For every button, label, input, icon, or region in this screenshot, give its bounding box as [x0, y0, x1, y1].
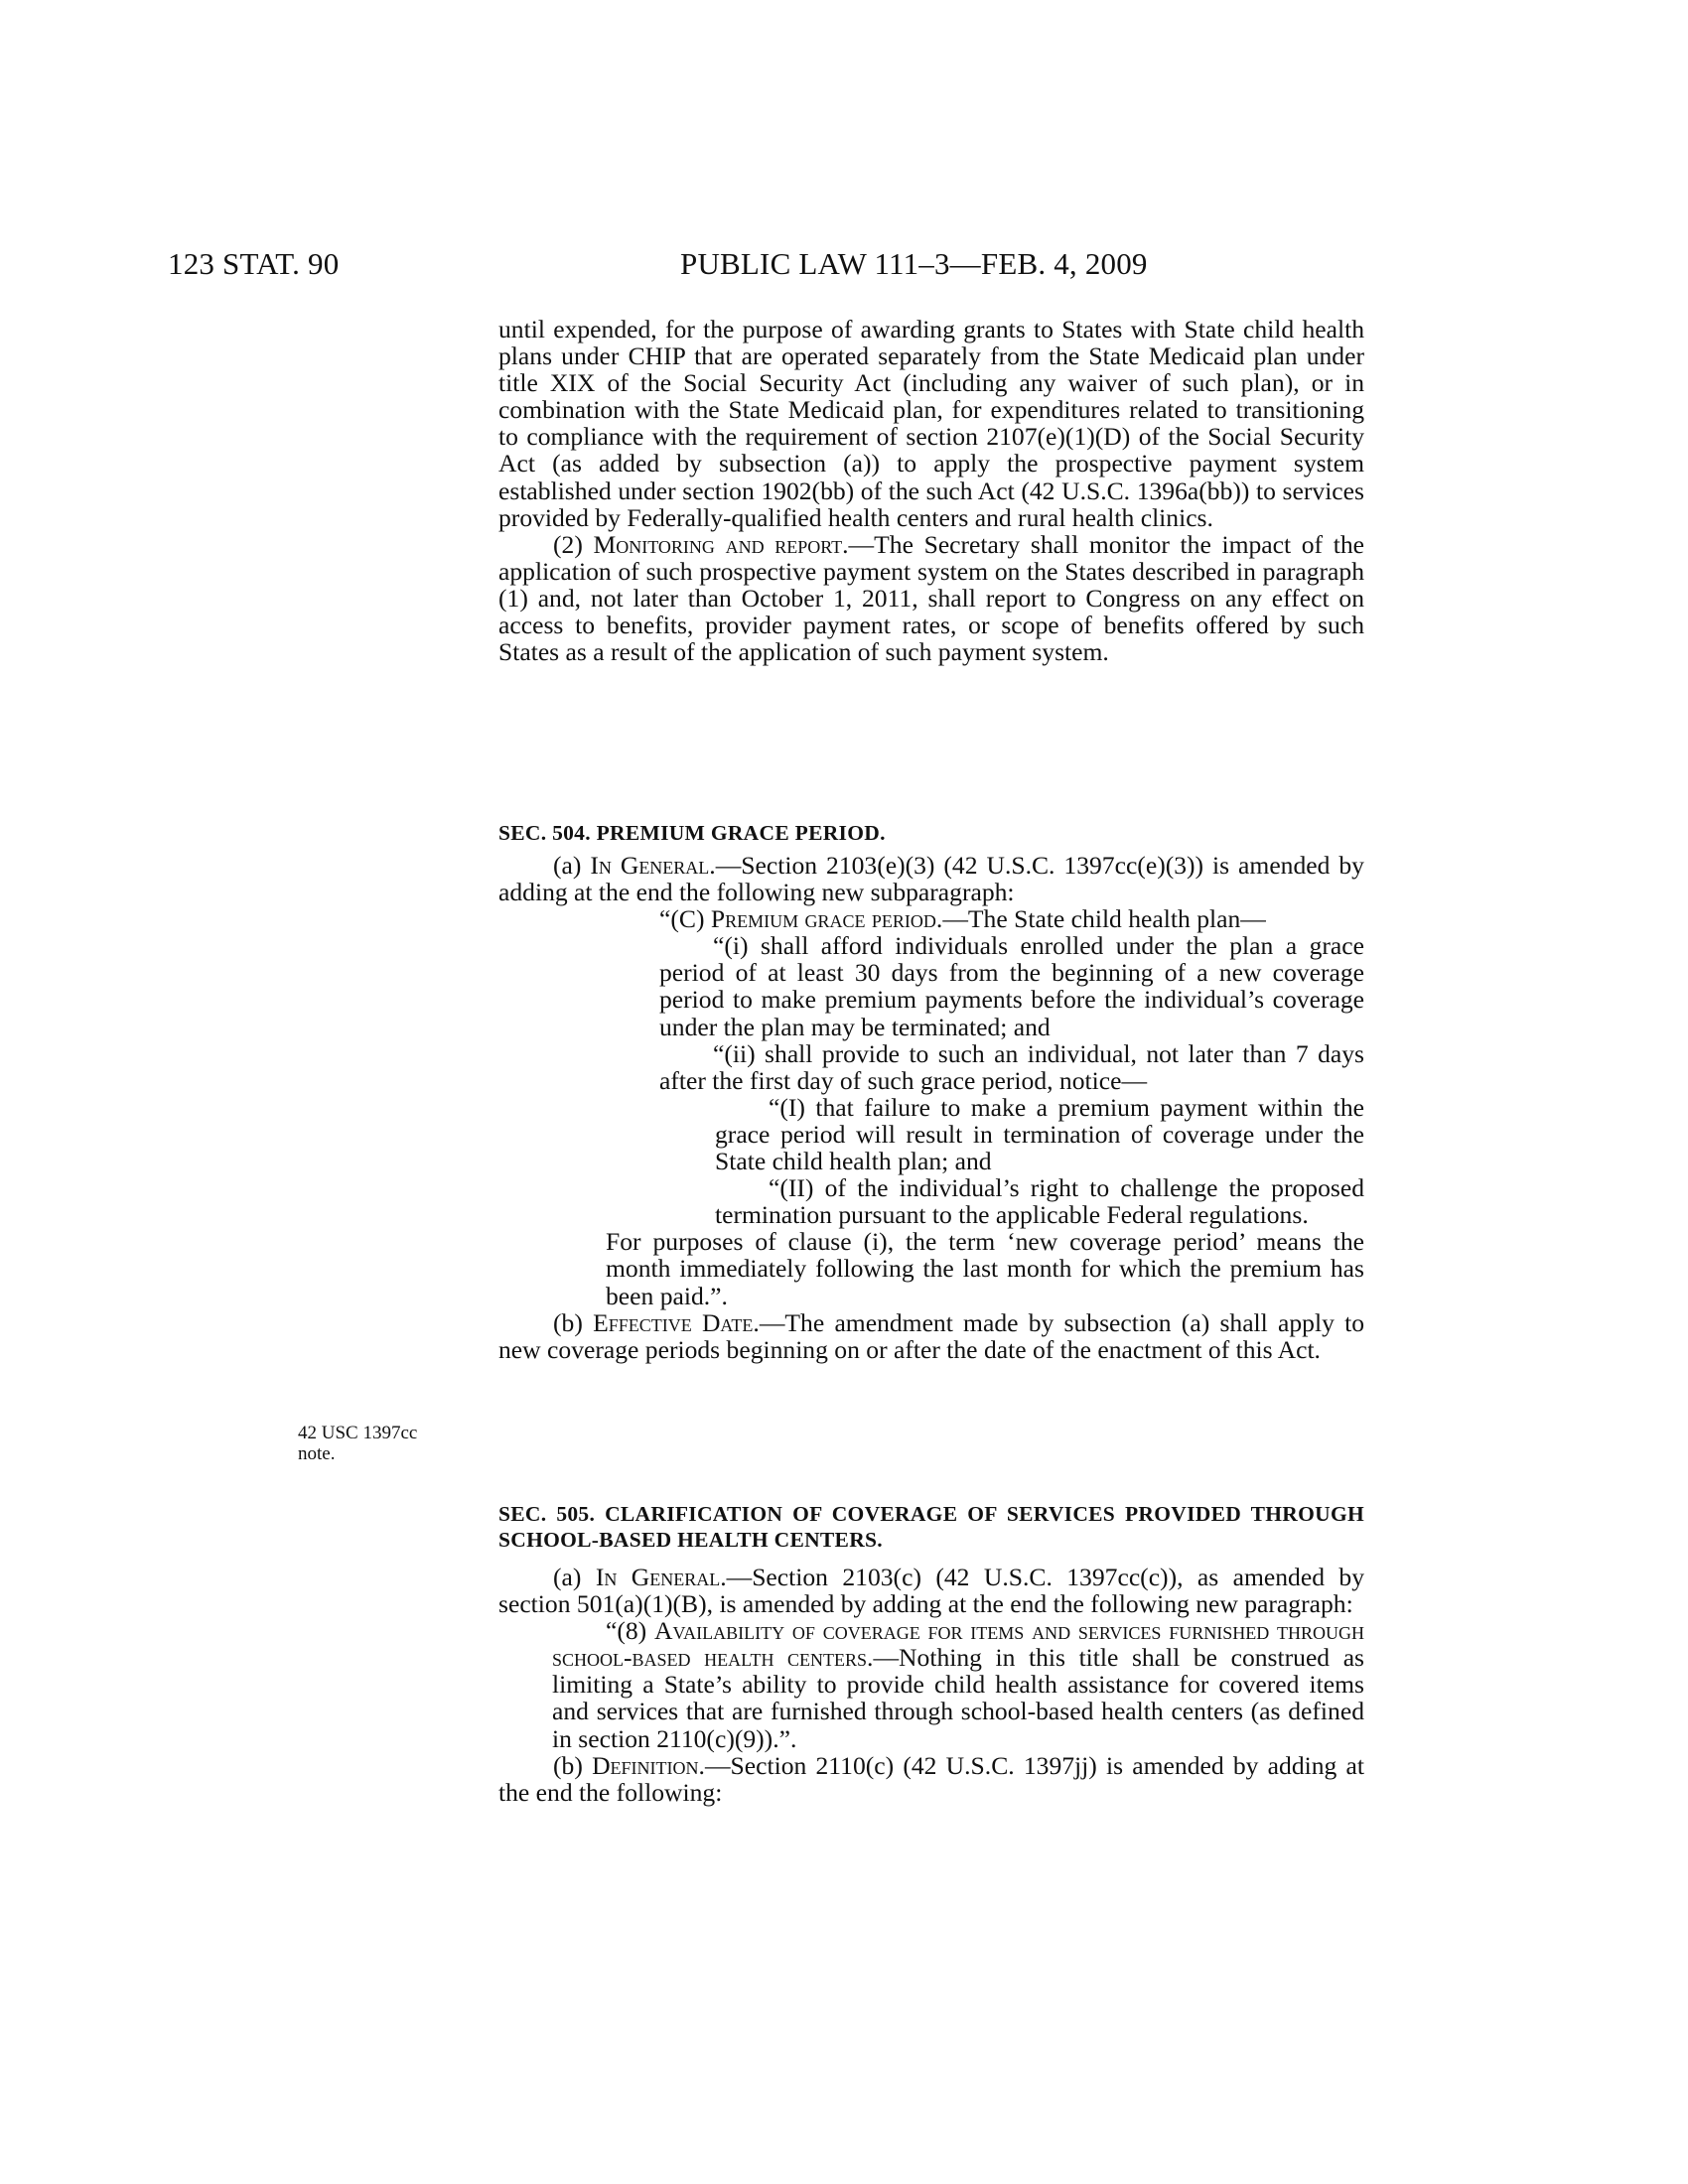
para-text: —Section 2103(c) (42 U.S.C. 1397cc(c)), as amended by section 501(a)(1)(B), is amended by adding at the end the following new paragraph: [498, 1563, 1364, 1619]
section-504-body [498, 852, 1364, 1363]
subsection-b [498, 1752, 1364, 1806]
para-text: —Section 2110(c) (42 U.S.C. 1397jj) is amended by adding at the end the following: [498, 1750, 1365, 1807]
page-stat-number: 123 STAT. 90 [168, 246, 340, 281]
margin-note-line: note. [298, 1443, 336, 1464]
para-number: (a) [553, 1563, 596, 1591]
subsection-a [498, 1564, 1364, 1617]
section-title: SEC. 505. CLARIFICATION OF COVERAGE OF SERVICES PROVIDED THROUGH SCHOOL-BASED HEALTH CENTERS. [498, 1502, 1364, 1552]
subsection-a [498, 852, 1364, 905]
block-continuation [498, 316, 1364, 665]
para-text: —The Secretary shall monitor the impact of the application of such prospective payment system on the States described in paragraph (1) and, not later than October 1, 2011, shall report to Congress on any effect on access to benefits, provider payment rates, or scope of benefits offered by such States as a result of the application of such payment system. [498, 529, 1364, 667]
para-text: —Nothing in this title shall be construed as limiting a State’s ability to provide child health assistance for covered items and services that are furnished through school-based health centers (as defined in section 2110(c)(9)).”. [552, 1643, 1365, 1753]
section-504 [498, 820, 1364, 847]
para-heading: Definition. [592, 1750, 705, 1780]
para-number: “(C) [659, 904, 711, 934]
clause-ii: “(ii) shall provide to such an individual, not later than 7 days after the first day of such grace period, notice— [659, 1038, 1364, 1095]
subsection-b [498, 1309, 1364, 1363]
para-heading: Premium grace period. [710, 904, 943, 934]
para-heading: Monitoring and report. [593, 529, 849, 559]
margin-note-line: 42 USC 1397cc [298, 1423, 418, 1443]
para-number: (2) [553, 529, 594, 559]
running-header: PUBLIC LAW 111–3—FEB. 4, 2009 [680, 246, 1148, 281]
section-505 [498, 1501, 1364, 1553]
subclause-II: “(II) of the individual’s right to challenge the proposed termination pursuant to the applicable Federal regulations. [715, 1173, 1364, 1230]
subclause-I: “(I) that failure to make a premium payment within the grace period will result in termination of coverage under the State child health plan; and [715, 1092, 1364, 1176]
para-number: “(8) [606, 1616, 654, 1646]
clause-definition: For purposes of clause (i), the term ‘new coverage period’ means the month immediately following the last month for which the premium has been paid.”. [606, 1227, 1364, 1310]
para-number: (b) [553, 1307, 594, 1337]
para-heading: Effective Date. [593, 1307, 760, 1337]
para-heading: In General. [595, 1563, 727, 1591]
section-title: SEC. 504. PREMIUM GRACE PERIOD. [498, 821, 886, 845]
para-number: (b) [553, 1750, 593, 1780]
paragraph-2-monitoring [498, 531, 1364, 665]
para-heading: In General. [590, 851, 716, 880]
clause-i: “(i) shall afford individuals enrolled under the plan a grace period of at least 30 days from the beginning of a new coverage period to make premium payments before the individual’s coverage under the plan may be terminated; and [659, 931, 1364, 1041]
paragraph-continuation: until expended, for the purpose of awarding grants to States with State child health plans under CHIP that are operated separately from the State Medicaid plan under title XIX of the Social Security Act (including any waiver of such plan), or in combination with the State Medicaid plan, for expenditures related to transitioning to compliance with the requirement of section 2107(e)(1)(D) of the Social Security Act (as added by subsection (a)) to apply the prospective payment system established under section 1902(bb) of the such Act (42 U.S.C. 1396a(bb)) to services provided by Federally-qualified health centers and rural health clinics. [498, 315, 1364, 532]
para-heading: Availability of coverage for items and services furnished through school-based health centers. [552, 1616, 1364, 1673]
margin-note [298, 1423, 477, 1464]
para-text: —The State child health plan— [942, 904, 1266, 934]
section-505-body [498, 1564, 1364, 1806]
para-text: —Section 2103(e)(3) (42 U.S.C. 1397cc(e)(3)) is amended by adding at the end the following new subparagraph: [498, 851, 1364, 907]
para-number: (a) [553, 851, 591, 880]
subparagraph-c [606, 905, 1364, 932]
paragraph-8 [552, 1617, 1364, 1751]
para-text: —The amendment made by subsection (a) shall apply to new coverage periods beginning on or after the date of the enactment of this Act. [498, 1307, 1364, 1364]
